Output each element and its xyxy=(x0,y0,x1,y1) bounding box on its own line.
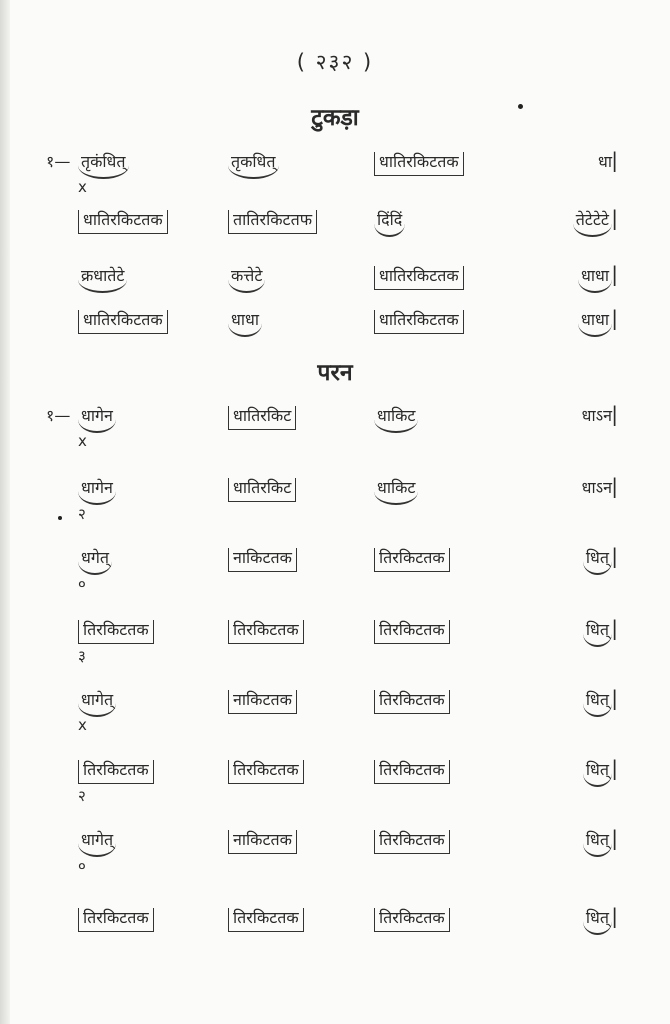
taal-mark: x xyxy=(78,178,87,196)
notation-row xyxy=(0,546,670,606)
bol-cell: धातिरकिटतक xyxy=(78,210,168,234)
bol-cell: कत्तेटे xyxy=(228,266,265,293)
bol-cell: तिरकिटतक xyxy=(78,620,154,644)
bol-cell: धा xyxy=(598,152,612,171)
notation-row xyxy=(0,404,670,464)
bar-line: | xyxy=(611,544,618,568)
notation-row xyxy=(0,618,670,678)
bol-cell: तिरकिटतक xyxy=(228,760,304,784)
bar-line: | xyxy=(611,756,618,780)
section-heading-tukda: टुकड़ा xyxy=(311,105,359,131)
bol-cell: धातिरकिटतक xyxy=(374,266,464,290)
bol-cell: तिरकिटतक xyxy=(374,908,450,932)
bol-cell: तिरकिटतक xyxy=(374,760,450,784)
bol-cell: धित् xyxy=(583,908,612,935)
bar-line: | xyxy=(611,686,618,710)
bol-cell: धाऽन xyxy=(581,478,612,497)
bol-cell: तिरकिटतक xyxy=(374,620,450,644)
bol-cell: धातिरकिटतक xyxy=(374,310,464,334)
bol-cell: दिंदिं xyxy=(374,210,405,237)
taal-mark: ० xyxy=(78,575,86,593)
bol-cell: धागेन xyxy=(78,478,116,505)
taal-mark: x xyxy=(78,432,87,450)
bol-cell: धातिरकिटतक xyxy=(374,152,464,176)
notation-row xyxy=(0,150,670,210)
bar-line: | xyxy=(611,148,618,172)
bol-cell: तिरकिटतक xyxy=(78,760,154,784)
bar-line: | xyxy=(611,306,618,330)
notation-row xyxy=(0,758,670,818)
bol-cell: धातिरकिट xyxy=(228,478,296,502)
notation-row xyxy=(0,906,670,966)
section-heading-paran: परन xyxy=(317,360,353,386)
taal-mark: x xyxy=(78,716,87,734)
bol-cell: धाऽन xyxy=(581,406,612,425)
bol-cell: क्रधातेटे xyxy=(78,266,127,293)
bol-cell: धगेत् xyxy=(78,548,112,575)
bar-line: | xyxy=(611,474,618,498)
bol-cell: तिरकिटतक xyxy=(374,548,450,572)
bar-line: | xyxy=(611,402,618,426)
bol-cell: धाकिट xyxy=(374,478,418,505)
page-number: ( २३२ ) xyxy=(296,50,374,74)
bol-cell: तृकंधित् xyxy=(78,152,129,179)
ink-speck xyxy=(518,104,523,109)
bol-cell: तिरकिटतक xyxy=(228,620,304,644)
bol-cell: धित् xyxy=(583,830,612,857)
bar-line: | xyxy=(611,616,618,640)
bol-cell: धाकिट xyxy=(374,406,418,433)
notation-row xyxy=(0,828,670,888)
bol-cell: धित् xyxy=(583,690,612,717)
taal-mark: ० xyxy=(78,857,86,875)
bol-cell: नाकिटतक xyxy=(228,690,297,714)
bol-cell: तेटेटेटे xyxy=(573,210,612,237)
bol-cell: धाधा xyxy=(228,310,262,337)
bol-cell: धित् xyxy=(583,620,612,647)
bar-line: | xyxy=(611,826,618,850)
taal-mark: ३ xyxy=(78,647,86,665)
bol-cell: धित् xyxy=(583,760,612,787)
bol-cell: नाकिटतक xyxy=(228,830,297,854)
bol-cell: धाधा xyxy=(578,266,612,293)
bar-line: | xyxy=(611,262,618,286)
row-number: १— xyxy=(46,406,71,425)
bol-cell: धातिरकिटतक xyxy=(78,310,168,334)
taal-mark: २ xyxy=(78,505,86,523)
bol-cell: तिरकिटतक xyxy=(228,908,304,932)
bar-line: | xyxy=(611,904,618,928)
bol-cell: तृकधित् xyxy=(228,152,279,179)
bol-cell: तिरकिटतक xyxy=(374,830,450,854)
bol-cell: धित् xyxy=(583,548,612,575)
bol-cell: धातिरकिट xyxy=(228,406,296,430)
notation-row xyxy=(0,208,670,268)
ink-speck xyxy=(58,516,62,520)
bar-line: | xyxy=(611,206,618,230)
notation-row xyxy=(0,688,670,748)
bol-cell: तिरकिटतक xyxy=(374,690,450,714)
bol-cell: तिरकिटतक xyxy=(78,908,154,932)
row-number: १— xyxy=(46,152,71,171)
bol-cell: धाधा xyxy=(578,310,612,337)
bol-cell: धागेन xyxy=(78,406,116,433)
bol-cell: धागेत् xyxy=(78,690,116,717)
bol-cell: धागेत् xyxy=(78,830,116,857)
bol-cell: नाकिटतक xyxy=(228,548,297,572)
bol-cell: तातिरकिटतफ xyxy=(228,210,317,234)
notation-row xyxy=(0,476,670,536)
taal-mark: २ xyxy=(78,787,86,805)
